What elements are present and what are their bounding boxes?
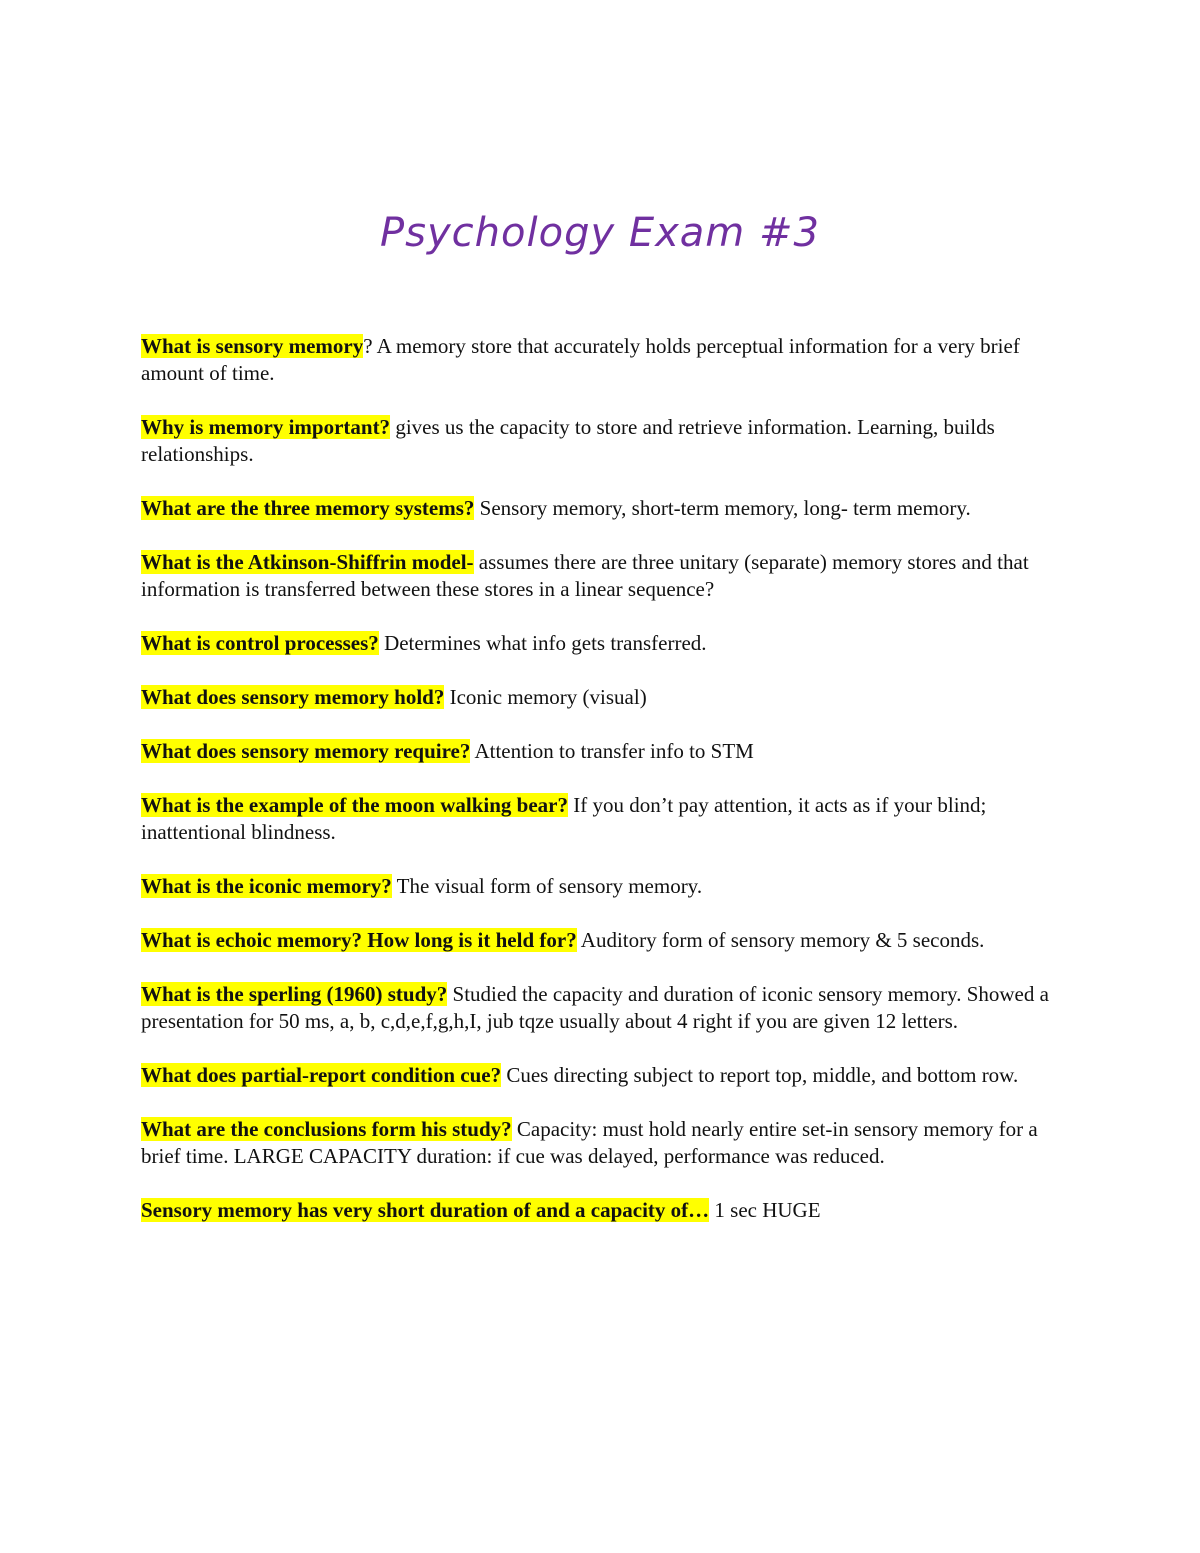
qa-item bbox=[141, 495, 1066, 522]
qa-list bbox=[141, 333, 1066, 1251]
answer-text: 1 sec HUGE bbox=[709, 1198, 821, 1222]
question-text: What is sensory memory bbox=[141, 334, 364, 358]
qa-item bbox=[141, 630, 1066, 657]
answer-text: ? A memory store that accurately holds perceptual information for a very brief amount of time. bbox=[141, 334, 1020, 385]
page-title: Psychology Exam #3 bbox=[380, 210, 820, 256]
qa-item bbox=[141, 738, 1066, 765]
qa-item bbox=[141, 927, 1066, 954]
qa-item bbox=[141, 1197, 1066, 1224]
question-text: What is the Atkinson-Shiffrin model- bbox=[141, 550, 474, 574]
question-text: Why is memory important? bbox=[141, 415, 391, 439]
question-text: What are the conclusions form his study? bbox=[141, 1117, 512, 1141]
qa-item bbox=[141, 873, 1066, 900]
question-text: What is the sperling (1960) study? bbox=[141, 982, 448, 1006]
answer-text: Auditory form of sensory memory & 5 seconds. bbox=[576, 928, 985, 952]
answer-text: Cues directing subject to report top, middle, and bottom row. bbox=[501, 1063, 1019, 1087]
qa-item bbox=[141, 684, 1066, 711]
question-text: What does partial-report condition cue? bbox=[141, 1063, 502, 1087]
answer-text: Studied the capacity and duration of iconic sensory memory. Showed a presentation for 50 ms, a, b, c,d,e,f,g,h,I, jub tqze usually about 4 right if you are given 12 letters. bbox=[141, 982, 1049, 1033]
answer-text: gives us the capacity to store and retrieve information. Learning, builds relationships. bbox=[141, 415, 995, 466]
question-text: What is the iconic memory? bbox=[141, 874, 392, 898]
answer-text: assumes there are three unitary (separate) memory stores and that information is transferred between these stores in a linear sequence? bbox=[141, 550, 1029, 601]
question-text: What are the three memory systems? bbox=[141, 496, 475, 520]
question-text: What is echoic memory? How long is it held for? bbox=[141, 928, 577, 952]
qa-item bbox=[141, 333, 1066, 387]
question-text: What is control processes? bbox=[141, 631, 379, 655]
question-text: What does sensory memory require? bbox=[141, 739, 471, 763]
question-text: What does sensory memory hold? bbox=[141, 685, 445, 709]
question-text: What is the example of the moon walking bear? bbox=[141, 793, 568, 817]
answer-text: The visual form of sensory memory. bbox=[391, 874, 703, 898]
answer-text: Iconic memory (visual) bbox=[444, 685, 647, 709]
question-text: Sensory memory has very short duration of and a capacity of… bbox=[141, 1198, 710, 1222]
qa-item bbox=[141, 1062, 1066, 1089]
answer-text: Capacity: must hold nearly entire set-in sensory memory for a brief time. LARGE CAPACITY duration: if cue was delayed, performance was reduced. bbox=[141, 1117, 1038, 1168]
answer-text: If you don’t pay attention, it acts as if your blind; inattentional blindness. bbox=[141, 793, 987, 844]
answer-text: Sensory memory, short-term memory, long- term memory. bbox=[474, 496, 971, 520]
qa-item bbox=[141, 414, 1066, 468]
answer-text: Attention to transfer info to STM bbox=[470, 739, 754, 763]
qa-item bbox=[141, 981, 1066, 1035]
qa-item bbox=[141, 792, 1066, 846]
qa-item bbox=[141, 1116, 1066, 1170]
answer-text: Determines what info gets transferred. bbox=[378, 631, 707, 655]
qa-item bbox=[141, 549, 1066, 603]
